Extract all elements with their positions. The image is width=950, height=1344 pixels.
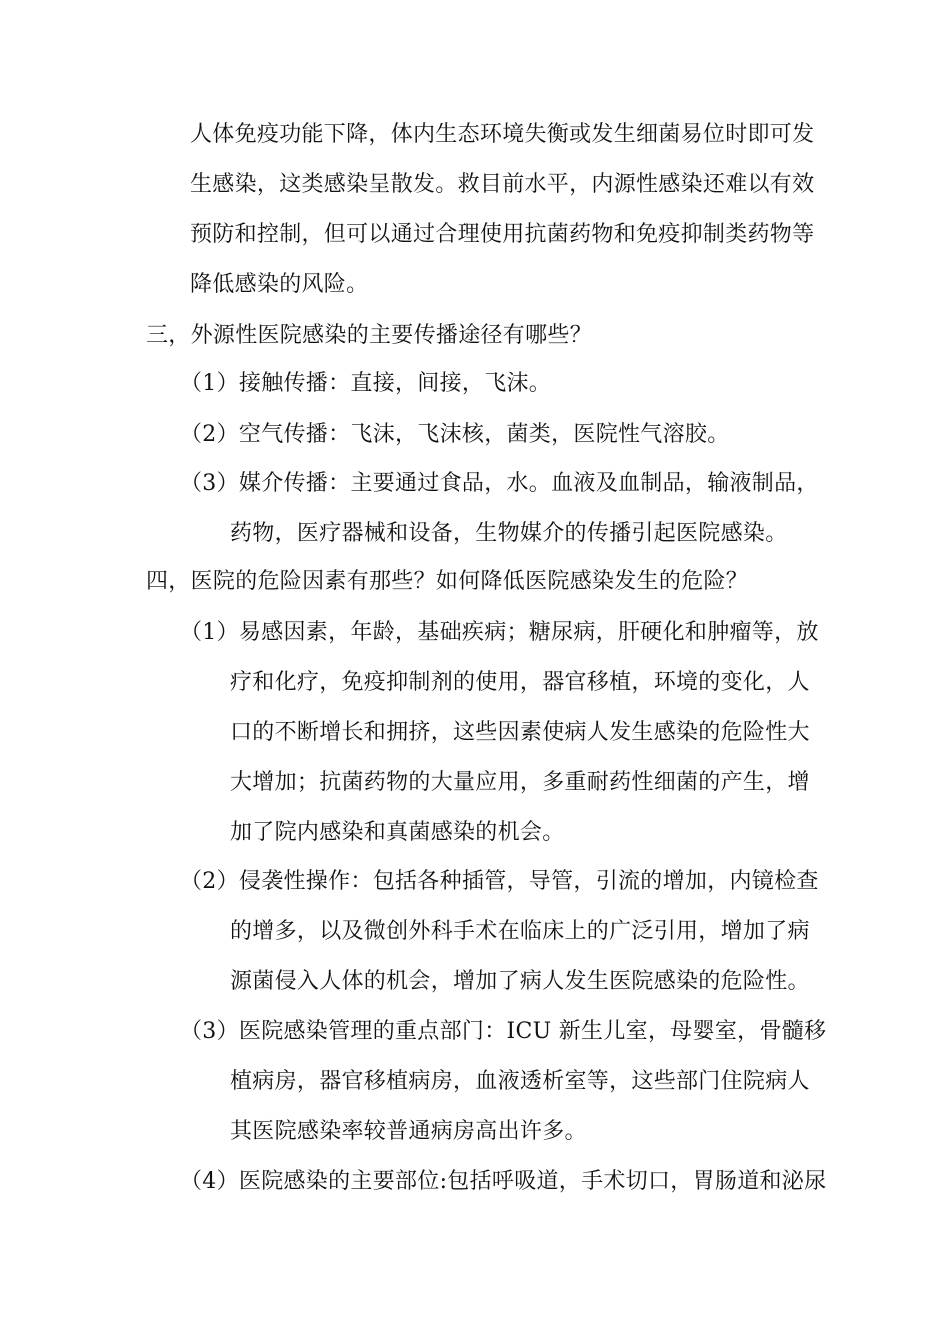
section3-item-2: （2）空气传播：飞沫，飞沫核，菌类，医院性气溶胶。 [180, 422, 730, 447]
section4-item-4: （4）医院感染的主要部位:包括呼吸道，手术切口，胃肠道和泌尿 [180, 1169, 827, 1194]
intro-line: 生感染，这类感染呈散发。救目前水平，内源性感染还难以有效 [190, 172, 815, 197]
intro-line: 人体免疫功能下降，体内生态环境失衡或发生细菌易位时即可发 [190, 122, 815, 147]
section4-item-1-cont: 口的不断增长和拥挤，这些因素使病人发生感染的危险性大 [230, 720, 810, 745]
section4-item-1-cont: 大增加；抗菌药物的大量应用，多重耐药性细菌的产生，增 [230, 770, 810, 795]
section3-item-1: （1）接触传播：直接，间接，飞沫。 [180, 371, 552, 396]
section4-item-1-cont: 加了院内感染和真菌感染的机会。 [230, 820, 565, 845]
section4-item-2: （2）侵袭性操作：包括各种插管，导管，引流的增加，内镜检查 [180, 869, 819, 894]
section4-item-2-cont: 的增多，以及微创外科手术在临床上的广泛引用，增加了病 [230, 919, 810, 944]
section4-item-3: （3）医院感染管理的重点部门：ICU 新生儿室，母婴室，骨髓移 [180, 1019, 827, 1044]
section4-item-3-cont: 植病房，器官移植病房，血液透析室等，这些部门住院病人 [230, 1069, 810, 1094]
section4-item-1: （1）易感因素，年龄，基础疾病；糖尿病，肝硬化和肿瘤等，放 [180, 620, 819, 645]
intro-line: 降低感染的风险。 [190, 272, 369, 297]
section3-item-3-cont: 药物，医疗器械和设备，生物媒介的传播引起医院感染。 [230, 521, 788, 546]
section4-item-1-cont: 疗和化疗，免疫抑制剂的使用，器官移植，环境的变化，人 [230, 670, 810, 695]
intro-line: 预防和控制，但可以通过合理使用抗菌药物和免疫抑制类药物等 [190, 222, 815, 247]
section4-item-3-cont: 其医院感染率较普通病房高出许多。 [230, 1119, 587, 1144]
section3-item-3: （3）媒介传播：主要通过食品，水。血液及血制品，输液制品， [180, 471, 819, 496]
section4-item-2-cont: 源菌侵入人体的机会，增加了病人发生医院感染的危险性。 [230, 969, 810, 994]
section-heading-4: 四，医院的危险因素有那些？如何降低医院感染发生的危险？ [146, 569, 749, 594]
section-heading-3: 三，外源性医院感染的主要传播途径有哪些？ [146, 323, 593, 348]
